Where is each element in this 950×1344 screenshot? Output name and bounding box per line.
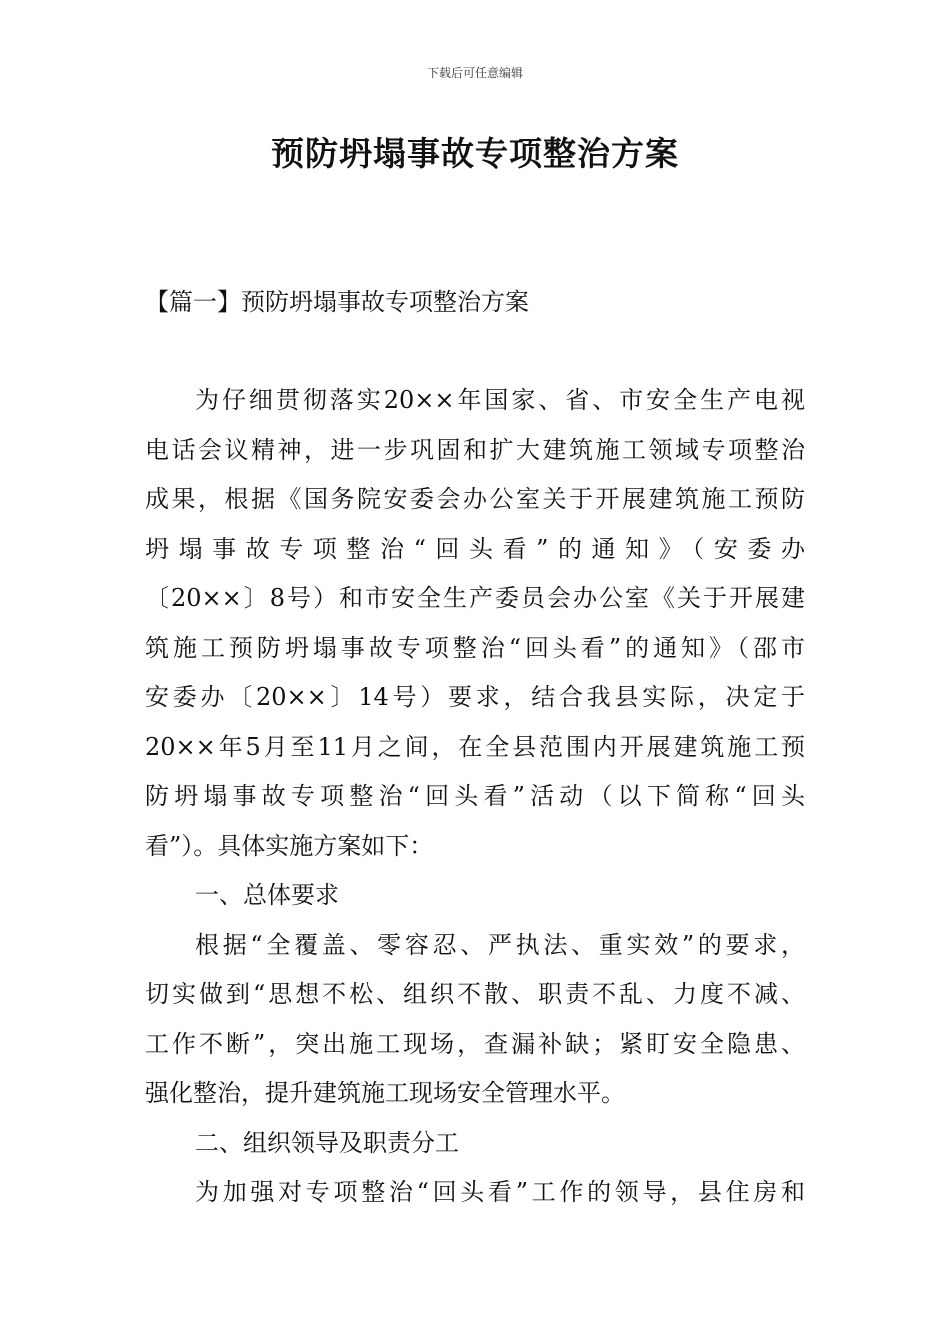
document-title: 预防坍塌事故专项整治方案 — [271, 134, 679, 173]
subsection-heading: 一、总体要求 — [195, 881, 339, 909]
body-line: 根据“全覆盖、零容忍、严执法、重实效”的要求， — [195, 930, 805, 959]
body-line: 安委办〔20××〕14号）要求，结合我县实际，决定于 — [145, 683, 805, 711]
body-line: 20××年5月至11月之间，在全县范围内开展建筑施工预 — [145, 732, 805, 761]
body-line: 看”）。具体实施方案如下： — [145, 831, 434, 860]
body-line: 筑施工预防坍塌事故专项整治“回头看”的通知》（邵市 — [145, 633, 805, 662]
body-text — [145, 376, 805, 1218]
body-line: 防坍塌事故专项整治“回头看”活动（以下简称“回头 — [145, 782, 805, 810]
header-note: 下载后可任意编辑 — [426, 66, 523, 80]
body-line: 成果，根据《国务院安委会办公室关于开展建筑施工预防 — [145, 485, 805, 513]
section-heading: 【篇一】预防坍塌事故专项整治方案 — [145, 288, 529, 316]
body-line: 坍塌事故专项整治“回头看”的通知》（安委办 — [145, 534, 805, 563]
body-line: 为仔细贯彻落实20××年国家、省、市安全生产电视 — [195, 386, 805, 414]
body-line: 切实做到“思想不松、组织不散、职责不乱、力度不减、 — [145, 980, 805, 1008]
body-line: 电话会议精神，进一步巩固和扩大建筑施工领域专项整治 — [145, 435, 805, 464]
body-line: 〔20××〕8号）和市安全生产委员会办公室《关于开展建 — [145, 584, 805, 612]
body-line: 工作不断”，突出施工现场，查漏补缺；紧盯安全隐患、 — [145, 1029, 805, 1058]
body-line: 强化整治，提升建筑施工现场安全管理水平。 — [145, 1079, 625, 1107]
subsection-heading: 二、组织领导及职责分工 — [195, 1128, 459, 1157]
body-line: 为加强对专项整治“回头看”工作的领导，县住房和 — [195, 1178, 805, 1206]
